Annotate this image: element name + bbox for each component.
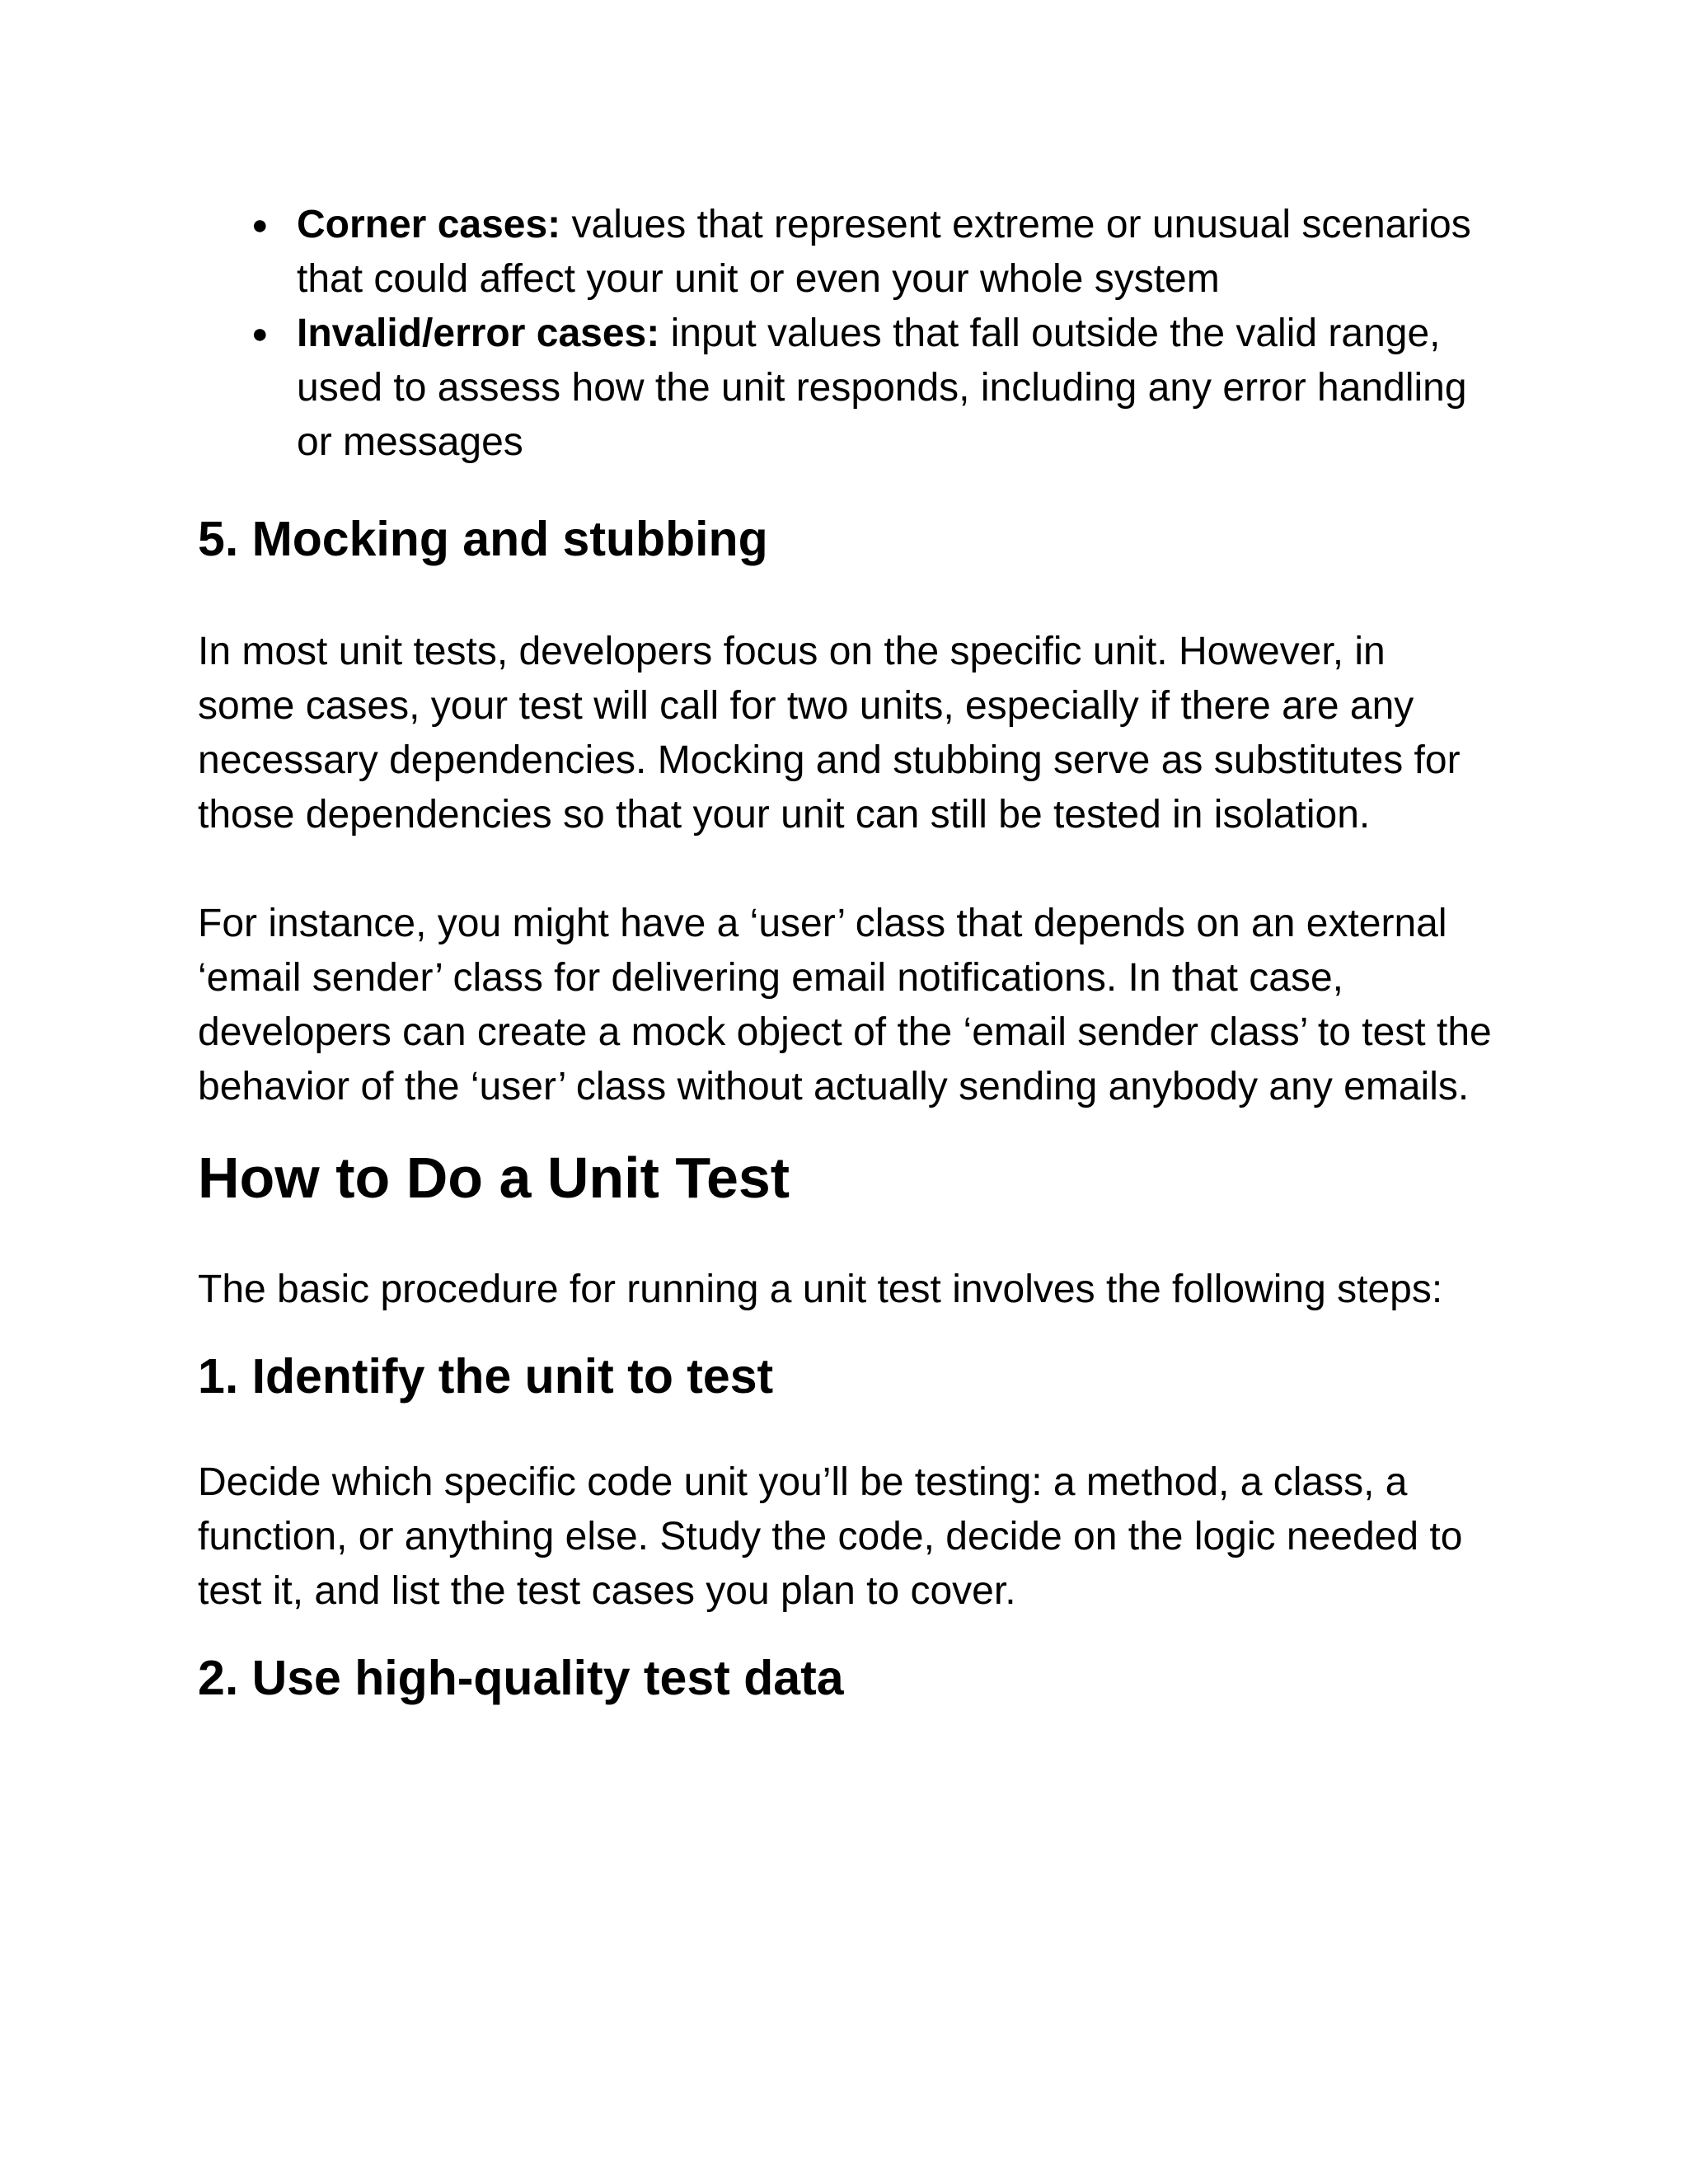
step-1-paragraph: Decide which specific code unit you’ll be testing: a method, a class, a function, or anything else. Study the code, decide on the logic needed to test it, and list the test cases you plan to cover. [198, 1460, 1463, 1613]
step-1-heading: 1. Identify the unit to test [198, 1349, 774, 1404]
bullet-invalid-error-cases [198, 307, 1492, 470]
bullet-text: values that represent extreme or unusual scenarios that could affect your unit or even your whole system [297, 203, 1471, 301]
document-content [198, 198, 1492, 1711]
section-heading-how-to: How to Do a Unit Test [198, 1146, 790, 1210]
mocking-paragraph-1: In most unit tests, developers focus on the specific unit. However, in some cases, your test will call for two units, especially if there are any necessary dependencies. Mocking and stubbing serve as substitutes for those dependencies so that your unit can still be tested in isolation. [198, 630, 1461, 837]
bullet-term: Invalid/error cases: [297, 312, 660, 355]
bullet-corner-cases [198, 198, 1492, 307]
step-2-heading: 2. Use high-quality test data [198, 1651, 844, 1705]
bullet-dot-icon: ● [251, 209, 269, 241]
test-case-bullet-list [198, 198, 1492, 470]
bullet-term: Corner cases: [297, 203, 561, 246]
how-to-intro-paragraph: The basic procedure for running a unit test involves the following steps: [198, 1268, 1443, 1311]
mocking-paragraph-2: For instance, you might have a ‘user’ class that depends on an external ‘email sender’ class for delivering email notifications. In that case, developers can create a mock object of the ‘email sender class’ to test the behavior of the ‘user’ class without actually sending anybody any emails. [198, 902, 1492, 1108]
section-heading-mocking: 5. Mocking and stubbing [198, 512, 768, 566]
bullet-text: input values that fall outside the valid range, used to assess how the unit responds, including any error handling or messages [297, 312, 1467, 464]
bullet-dot-icon: ● [251, 318, 269, 349]
